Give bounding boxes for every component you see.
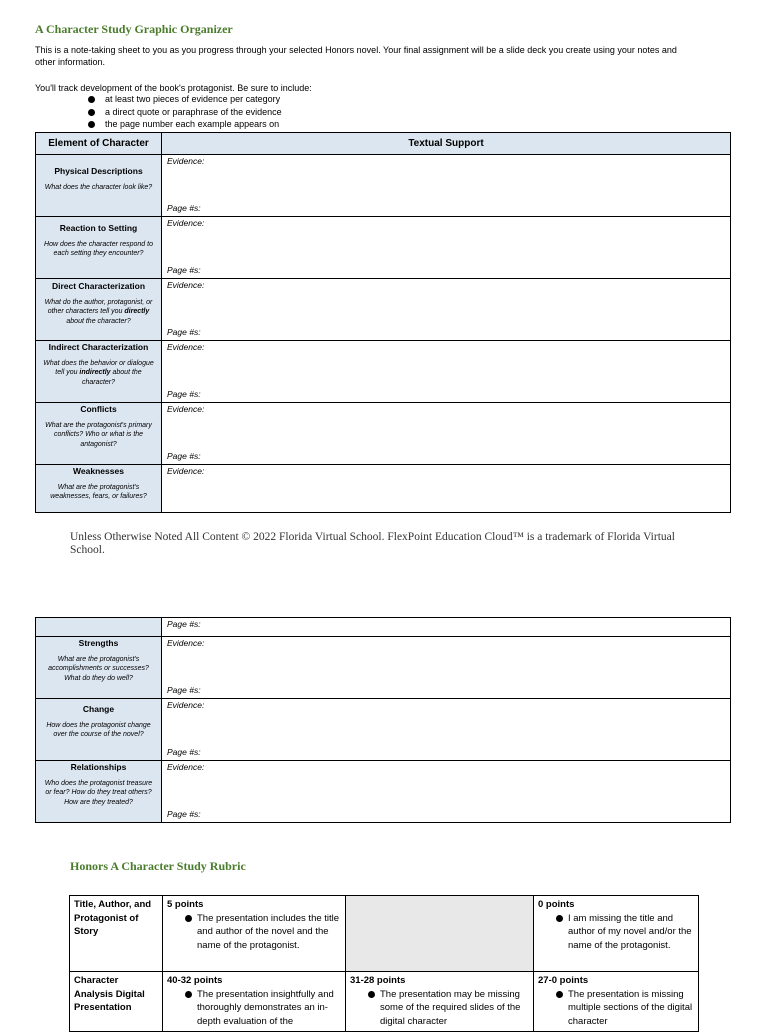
rubric-title: Honors A Character Study Rubric	[70, 859, 246, 873]
evidence-label: Evidence:	[167, 466, 205, 476]
page-number-label: Page #s:	[167, 685, 201, 695]
category-label: Reaction to Setting	[59, 223, 138, 233]
organizer-table-continued	[35, 617, 731, 823]
organizer-table	[35, 132, 731, 513]
element-cell	[36, 217, 162, 279]
evidence-cell[interactable]	[162, 403, 731, 465]
evidence-cell[interactable]	[162, 155, 731, 217]
rubric-cell	[534, 972, 699, 1032]
bullet-icon	[556, 991, 563, 998]
evidence-cell[interactable]	[162, 637, 731, 699]
track-instructions: You'll track development of the book's protagonist. Be sure to include:	[35, 83, 312, 93]
category-label: Weaknesses	[73, 466, 124, 476]
column-header-support: Textual Support	[162, 133, 731, 155]
evidence-label: Evidence:	[167, 218, 205, 228]
points-label: 5 points	[167, 899, 204, 910]
evidence-label: Evidence:	[167, 762, 205, 772]
category-question: What are the protagonist's weaknesses, fears, or failures?	[50, 484, 147, 501]
rubric-criterion: Character Analysis Digital Presentation	[70, 972, 163, 1032]
list-item: the page number each example appears on	[88, 118, 282, 131]
element-cell	[36, 637, 162, 699]
points-label: 27-0 points	[538, 975, 589, 986]
evidence-cell[interactable]	[162, 761, 731, 823]
category-question: What does the character look like?	[44, 184, 153, 191]
table-row	[36, 155, 731, 217]
evidence-cell[interactable]	[162, 217, 731, 279]
criteria-list	[538, 988, 694, 1029]
list-item: The presentation includes the title and author of the novel and the name of the protagonist.	[167, 912, 341, 953]
evidence-cell[interactable]	[162, 618, 731, 637]
element-cell	[36, 403, 162, 465]
list-item: at least two pieces of evidence per category	[88, 93, 282, 106]
category-label: Direct Characterization	[51, 281, 146, 291]
evidence-cell[interactable]	[162, 465, 731, 513]
rubric-cell	[346, 972, 534, 1032]
category-question: How does the character respond to each setting they encounter?	[44, 241, 153, 258]
category-question: How does the protagonist change over the course of the novel?	[46, 722, 151, 739]
page-number-label: Page #s:	[167, 327, 201, 337]
column-header-element: Element of Character	[36, 133, 162, 155]
copyright-footer: Unless Otherwise Noted All Content © 2022 Florida Virtual School. FlexPoint Education Cloud™ is a trademark of Florida Virtual School.	[70, 531, 675, 556]
element-cell	[36, 761, 162, 823]
evidence-cell[interactable]	[162, 699, 731, 761]
rubric-cell-empty	[346, 896, 534, 972]
bullet-icon	[368, 991, 375, 998]
points-label: 31-28 points	[350, 975, 406, 986]
table-row	[36, 341, 731, 403]
list-item: The presentation insightfully and thoroughly demonstrates an in-depth evaluation of the	[167, 988, 341, 1029]
evidence-label: Evidence:	[167, 700, 205, 710]
list-item: a direct quote or paraphrase of the evidence	[88, 106, 282, 119]
table-row	[36, 699, 731, 761]
category-label: Physical Descriptions	[54, 166, 143, 176]
rubric-cell	[163, 896, 346, 972]
page-number-label: Page #s:	[167, 203, 201, 213]
table-header-row	[36, 133, 731, 155]
table-row	[36, 217, 731, 279]
rubric-cell	[163, 972, 346, 1032]
list-item: I am missing the title and author of my novel and/or the name of the protagonist.	[538, 912, 694, 953]
list-item: The presentation is missing multiple sections of the digital character	[538, 988, 694, 1029]
points-label: 0 points	[538, 899, 575, 910]
evidence-label: Evidence:	[167, 404, 205, 414]
category-label: Strengths	[78, 638, 119, 648]
category-label: Change	[82, 704, 115, 714]
evidence-label: Evidence:	[167, 280, 205, 290]
element-cell	[36, 465, 162, 513]
intro-line-2: other information.	[35, 57, 106, 67]
category-label: Relationships	[70, 762, 127, 772]
requirements-list	[88, 93, 282, 131]
evidence-label: Evidence:	[167, 342, 205, 352]
criteria-list	[167, 988, 341, 1029]
bullet-icon	[88, 109, 95, 116]
list-item: The presentation may be missing some of the required slides of the digital character	[350, 988, 529, 1029]
intro-line-1: This is a note-taking sheet to you as you progress through your selected Honors novel. Your final assignment will be a slide deck you create using your notes and	[35, 45, 677, 55]
bullet-icon	[185, 915, 192, 922]
bullet-icon	[88, 96, 95, 103]
rubric-cell	[534, 896, 699, 972]
element-cell	[36, 341, 162, 403]
page-number-label: Page #s:	[167, 619, 201, 629]
category-question: What does the behavior or dialogue tell you indirectly about the character?	[43, 360, 154, 386]
page-number-label: Page #s:	[167, 809, 201, 819]
rubric-criterion: Title, Author, and Protagonist of Story	[70, 896, 163, 972]
category-question: What do the author, protagonist, or other characters tell you directly about the character?	[44, 299, 153, 325]
bullet-icon	[556, 915, 563, 922]
table-row	[36, 637, 731, 699]
table-row	[36, 279, 731, 341]
page-number-label: Page #s:	[167, 747, 201, 757]
page-number-label: Page #s:	[167, 389, 201, 399]
rubric-table	[69, 895, 699, 1032]
element-cell	[36, 699, 162, 761]
intro-paragraph	[35, 44, 715, 68]
category-question: What are the protagonist's primary conflicts? Who or what is the antagonist?	[45, 422, 152, 448]
table-row	[70, 972, 699, 1032]
evidence-cell[interactable]	[162, 341, 731, 403]
document-title: A Character Study Graphic Organizer	[35, 22, 233, 36]
criteria-list	[538, 912, 694, 953]
bullet-icon	[88, 121, 95, 128]
table-row	[36, 761, 731, 823]
element-cell	[36, 279, 162, 341]
element-cell	[36, 155, 162, 217]
table-row	[36, 403, 731, 465]
category-label: Conflicts	[80, 404, 117, 414]
evidence-label: Evidence:	[167, 156, 205, 166]
category-label: Indirect Characterization	[48, 342, 149, 352]
table-row	[70, 896, 699, 972]
page-number-label: Page #s:	[167, 451, 201, 461]
points-label: 40-32 points	[167, 975, 223, 986]
table-row	[36, 465, 731, 513]
element-cell	[36, 618, 162, 637]
category-question: What are the protagonist's accomplishments or successes? What do they do well?	[48, 656, 149, 682]
criteria-list	[350, 988, 529, 1029]
page-number-label: Page #s:	[167, 265, 201, 275]
table-row	[36, 618, 731, 637]
category-question: Who does the protagonist treasure or fear? How do they treat others? How are they treated?	[44, 780, 153, 806]
bullet-icon	[185, 991, 192, 998]
evidence-label: Evidence:	[167, 638, 205, 648]
criteria-list	[167, 912, 341, 953]
evidence-cell[interactable]	[162, 279, 731, 341]
